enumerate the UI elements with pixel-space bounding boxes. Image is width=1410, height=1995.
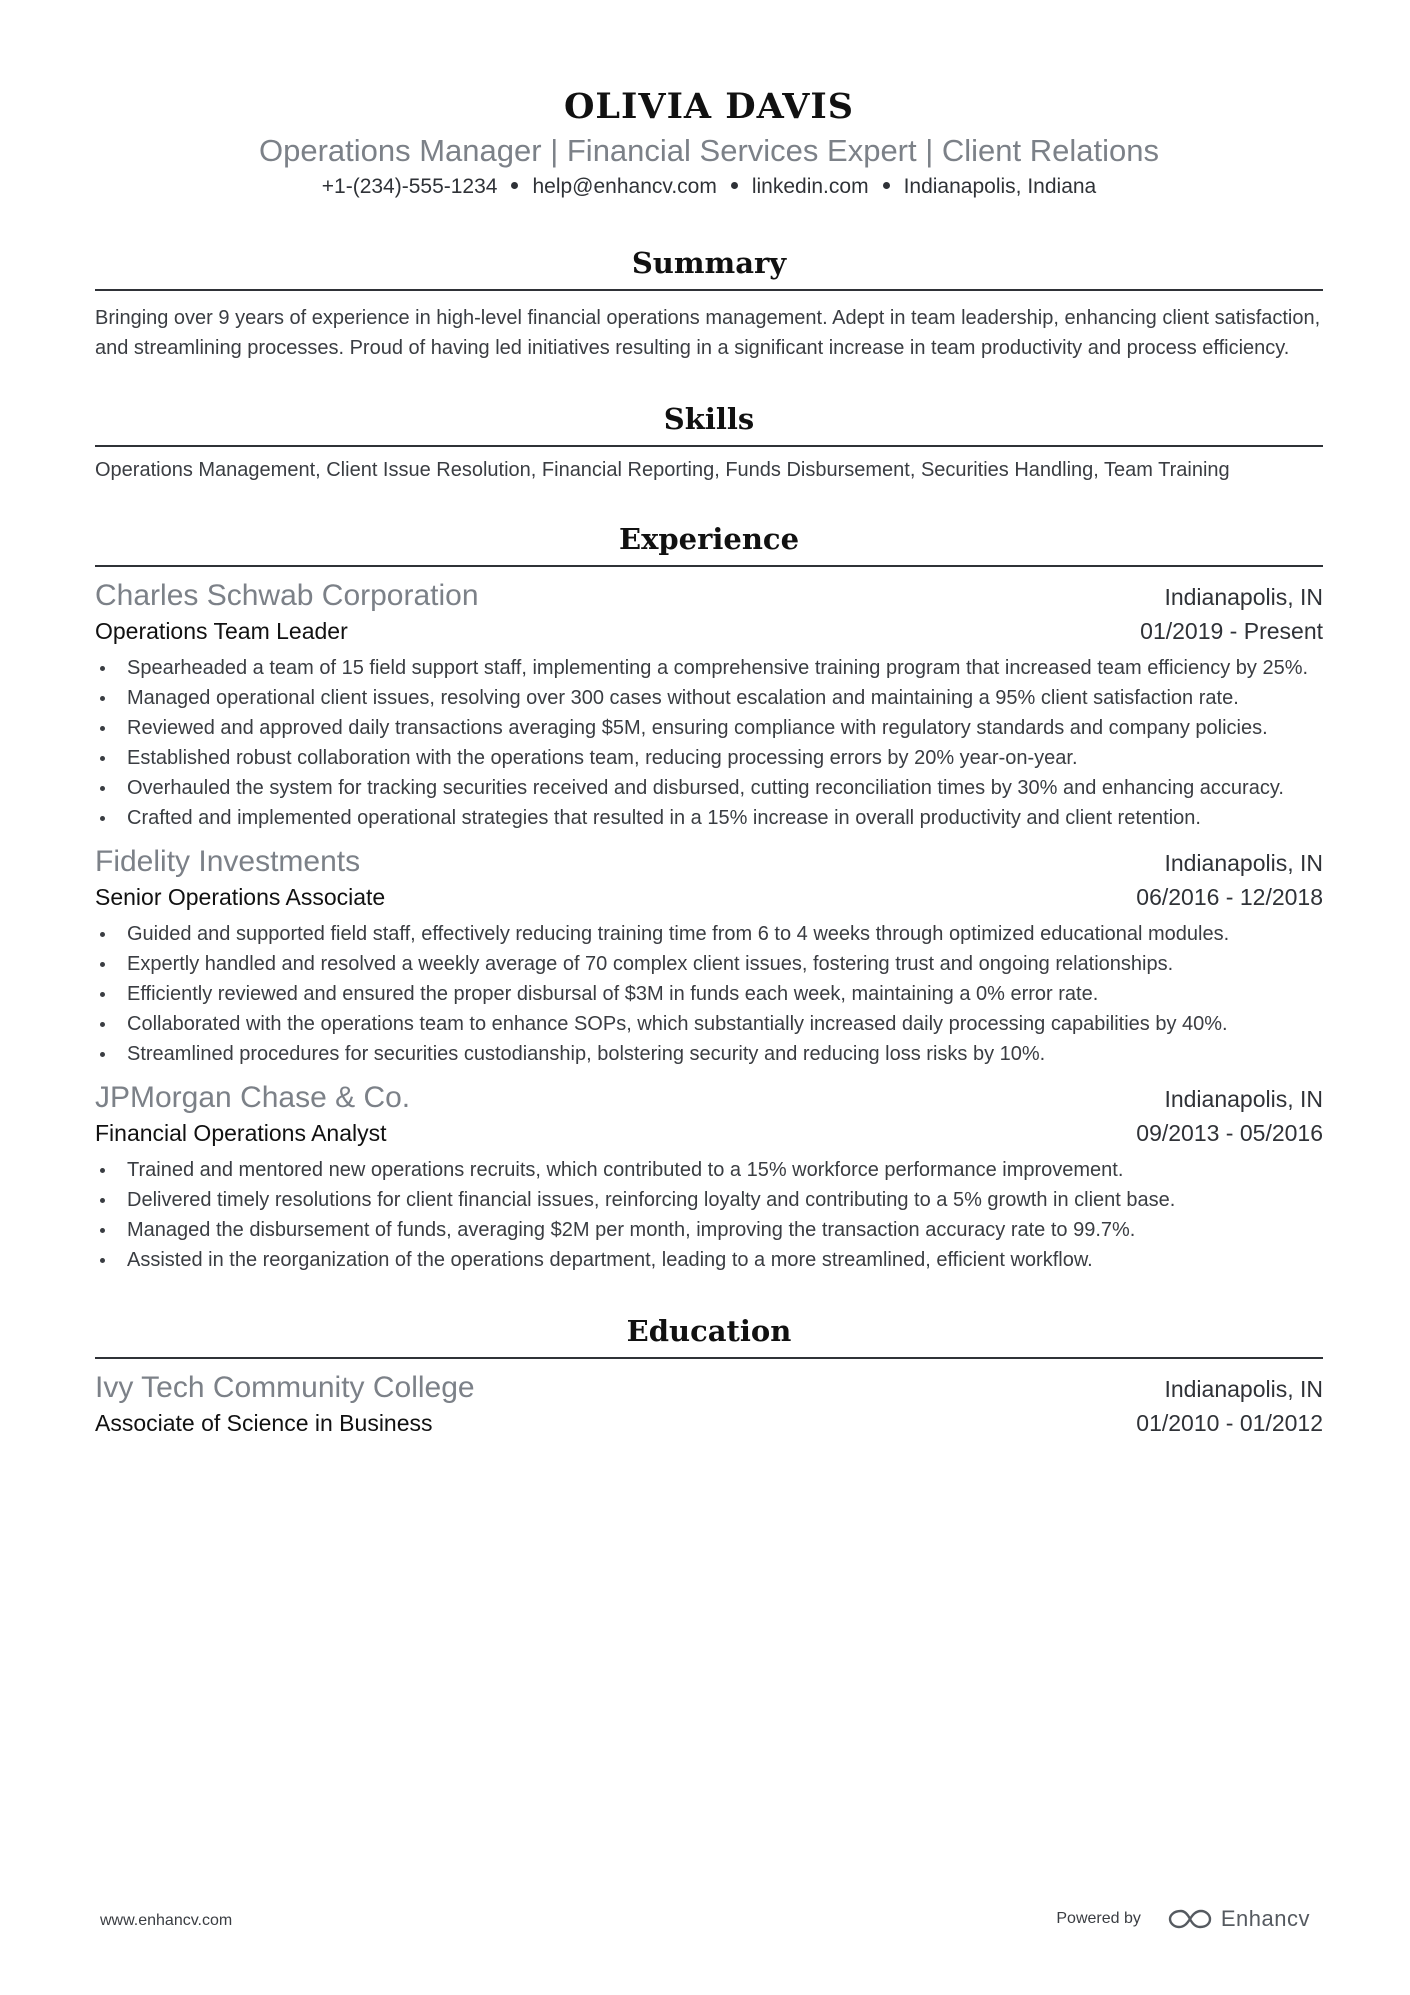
bullet-item: Spearheaded a team of 15 field support staff, implementing a comprehensive training program that increased team efficiency by 25%.: [95, 653, 1323, 683]
powered-by-block: [1056, 1906, 1310, 1932]
bullet-item: Expertly handled and resolved a weekly average of 70 complex client issues, fostering trust and ongoing relationships.: [95, 949, 1323, 979]
summary-title: Summary: [631, 246, 787, 280]
brand-name: Enhancv: [1220, 1906, 1310, 1931]
resume-header: [95, 0, 1323, 201]
job-header-row: [95, 843, 1323, 881]
job-bullets: [95, 919, 1323, 1069]
contact-line: [95, 173, 1323, 201]
job-header-row: [95, 577, 1323, 615]
job-location: Indianapolis, IN: [1164, 584, 1323, 610]
job-entry: [95, 577, 1323, 833]
education-header-row: [95, 1369, 1323, 1407]
job-role-row: [95, 1117, 1323, 1149]
bullet-item: Efficiently reviewed and ensured the proper disbursal of $3M in funds each week, maintaining a 0% error rate.: [95, 979, 1323, 1009]
education-degree-row: [95, 1407, 1323, 1439]
contact-location: Indianapolis, Indiana: [903, 175, 1097, 198]
powered-by-label: Powered by: [1056, 1910, 1141, 1927]
education-dates: 01/2010 - 01/2012: [1136, 1410, 1323, 1436]
degree-name: Associate of Science in Business: [95, 1410, 433, 1436]
bullet-item: Collaborated with the operations team to enhance SOPs, which substantially increased daily processing capabilities by 40%.: [95, 1009, 1323, 1039]
skills-section: [95, 401, 1323, 483]
page-footer: [100, 1906, 1310, 1936]
job-dates: 01/2019 - Present: [1140, 618, 1323, 644]
section-divider: [95, 565, 1323, 567]
job-role-row: [95, 881, 1323, 913]
bullet-item: Guided and supported field staff, effectively reducing training time from 6 to 4 weeks through optimized educational modules.: [95, 919, 1323, 949]
job-entry: [95, 843, 1323, 1069]
job-entry: [95, 1079, 1323, 1275]
company-name: Fidelity Investments: [95, 845, 361, 878]
contact-linkedin[interactable]: linkedin.com: [751, 175, 869, 198]
resume-page: [95, 0, 1323, 1439]
company-name: JPMorgan Chase & Co.: [95, 1081, 411, 1114]
job-title: Senior Operations Associate: [95, 884, 386, 910]
experience-section: [95, 521, 1323, 1275]
candidate-headline: Operations Manager | Financial Services Expert | Client Relations: [258, 133, 1159, 168]
bullet-item: Crafted and implemented operational strategies that resulted in a 15% increase in overall productivity and client retention.: [95, 803, 1323, 833]
bullet-item: Established robust collaboration with the operations team, reducing processing errors by 20% year-on-year.: [95, 743, 1323, 773]
bullet-item: Delivered timely resolutions for client financial issues, reinforcing loyalty and contributing to a 5% growth in client base.: [95, 1185, 1323, 1215]
contact-phone: +1-(234)-555-1234: [321, 175, 498, 198]
education-entry: [95, 1369, 1323, 1439]
job-bullets: [95, 653, 1323, 833]
job-title: Financial Operations Analyst: [95, 1120, 387, 1146]
job-dates: 06/2016 - 12/2018: [1136, 884, 1323, 910]
skills-text: Operations Management, Client Issue Resolution, Financial Reporting, Funds Disbursement, Securities Handling, Team Training: [95, 459, 1230, 481]
section-divider: [95, 445, 1323, 447]
section-divider: [95, 289, 1323, 291]
bullet-item: Reviewed and approved daily transactions averaging $5M, ensuring compliance with regulatory standards and company policies.: [95, 713, 1323, 743]
job-location: Indianapolis, IN: [1164, 850, 1323, 876]
job-bullets: [95, 1155, 1323, 1275]
enhancv-logo[interactable]: [1167, 1906, 1310, 1932]
bullet-item: Streamlined procedures for securities custodianship, bolstering security and reducing loss risks by 10%.: [95, 1039, 1323, 1069]
summary-section: [95, 245, 1323, 363]
bullet-item: Overhauled the system for tracking securities received and disbursed, cutting reconciliation times by 30% and enhancing accuracy.: [95, 773, 1323, 803]
skills-title: Skills: [663, 402, 755, 436]
footer-website-link[interactable]: www.enhancv.com: [100, 1912, 233, 1929]
job-location: Indianapolis, IN: [1164, 1086, 1323, 1112]
school-location: Indianapolis, IN: [1164, 1376, 1323, 1402]
enhancv-logo-icon: [1167, 1906, 1213, 1932]
separator-dot: [731, 182, 738, 189]
company-name: Charles Schwab Corporation: [95, 579, 479, 612]
separator-dot: [883, 182, 890, 189]
education-title: Education: [626, 1314, 792, 1348]
candidate-name: OLIVIA DAVIS: [563, 86, 855, 127]
job-header-row: [95, 1079, 1323, 1117]
job-dates: 09/2013 - 05/2016: [1136, 1120, 1323, 1146]
job-title: Operations Team Leader: [95, 618, 348, 644]
summary-text: Bringing over 9 years of experience in high-level financial operations management. Adept in team leadership, enhancing client satisfaction, and streamlining processes. Proud of having led initiatives resulting in a significant increase in team productivity and process efficiency.: [95, 307, 1321, 359]
separator-dot: [511, 182, 518, 189]
bullet-item: Managed operational client issues, resolving over 300 cases without escalation and maintaining a 95% client satisfaction rate.: [95, 683, 1323, 713]
contact-email[interactable]: help@enhancv.com: [532, 175, 717, 198]
bullet-item: Managed the disbursement of funds, averaging $2M per month, improving the transaction accuracy rate to 99.7%.: [95, 1215, 1323, 1245]
bullet-item: Trained and mentored new operations recruits, which contributed to a 15% workforce performance improvement.: [95, 1155, 1323, 1185]
experience-title: Experience: [618, 522, 800, 556]
job-role-row: [95, 615, 1323, 647]
section-divider: [95, 1357, 1323, 1359]
bullet-item: Assisted in the reorganization of the operations department, leading to a more streamlined, efficient workflow.: [95, 1245, 1323, 1275]
school-name: Ivy Tech Community College: [95, 1371, 475, 1404]
education-section: [95, 1313, 1323, 1439]
